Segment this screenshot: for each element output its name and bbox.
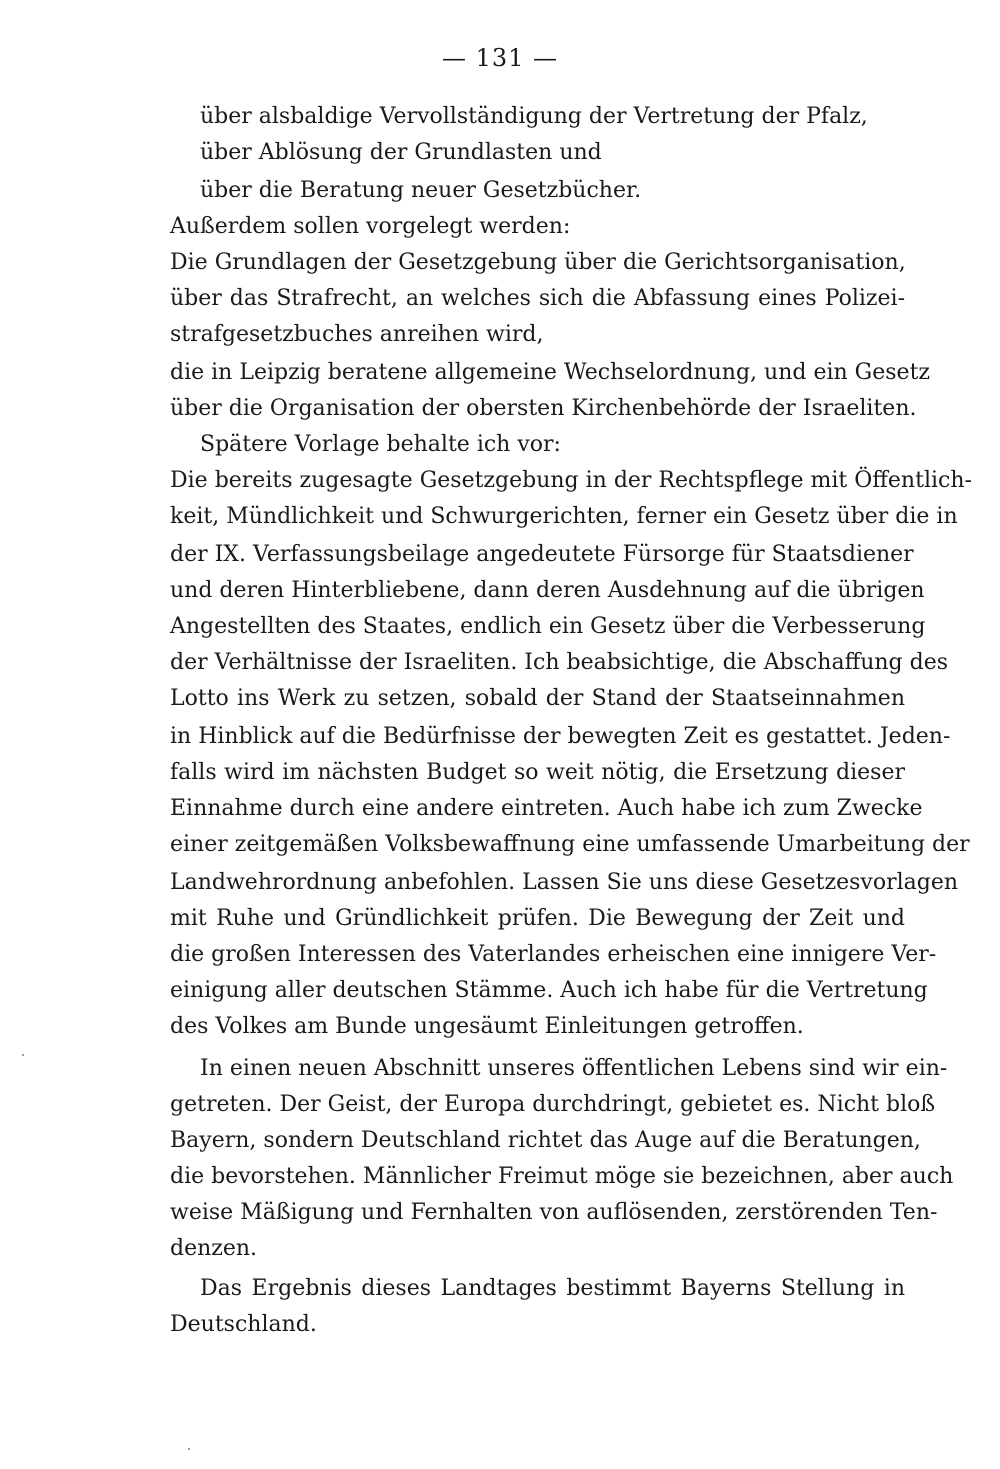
text-line: einigung aller deutschen Stämme. Auch ich habe für die Vertretung [170,978,928,1003]
text-line: strafgesetzbuches anreihen wird, [170,322,544,347]
text-line: die bevorstehen. Männlicher Freimut möge sie bezeichnen, aber auch [170,1164,954,1189]
text-line: über die Organisation der obersten Kirchenbehörde der Israeliten. [170,396,917,421]
text-line: falls wird im nächsten Budget so weit nötig, die Ersetzung dieser [170,760,905,785]
text-line: Lotto ins Werk zu setzen, sobald der Stand der Staatseinnahmen [170,686,905,711]
text-line: keit, Mündlichkeit und Schwurgerichten, ferner ein Gesetz über die in [170,504,958,529]
text-line: mit Ruhe und Gründlichkeit prüfen. Die Bewegung der Zeit und [170,906,905,931]
text-line: Spätere Vorlage behalte ich vor: [200,432,561,457]
text-line: Landwehrordnung anbefohlen. Lassen Sie uns diese Gesetzesvorlagen [170,870,959,895]
text-line: über das Strafrecht, an welches sich die Abfassung eines Polizei- [170,286,905,311]
text-line: über Ablösung der Grundlasten und [200,140,602,165]
text-line: Die bereits zugesagte Gesetzgebung in der Rechtspflege mit Öffentlich- [170,468,972,493]
text-line: der Verhältnisse der Israeliten. Ich beabsichtige, die Abschaffung des [170,650,949,675]
text-line: Einnahme durch eine andere eintreten. Auch habe ich zum Zwecke [170,796,923,821]
scan-speck [188,1448,190,1450]
text-line: Die Grundlagen der Gesetzgebung über die Gerichtsorganisation, [170,250,906,275]
text-line: der IX. Verfassungsbeilage angedeutete Fürsorge für Staatsdiener [170,542,914,567]
text-line: des Volkes am Bunde ungesäumt Einleitungen getroffen. [170,1014,804,1039]
page-number: — 131 — [441,44,559,72]
text-line: getreten. Der Geist, der Europa durchdringt, gebietet es. Nicht bloß [170,1092,936,1117]
text-line: die großen Interessen des Vaterlandes erheischen eine innigere Ver- [170,942,937,967]
text-line: In einen neuen Abschnitt unseres öffentlichen Lebens sind wir ein- [200,1056,948,1081]
text-line: die in Leipzig beratene allgemeine Wechselordnung, und ein Gesetz [170,360,931,385]
text-line: weise Mäßigung und Fernhalten von auflösenden, zerstörenden Ten- [170,1200,938,1225]
text-line: Das Ergebnis dieses Landtages bestimmt Bayerns Stellung in [200,1276,905,1301]
text-line: in Hinblick auf die Bedürfnisse der bewegten Zeit es gestattet. Jeden- [170,724,951,749]
text-line: Bayern, sondern Deutschland richtet das Auge auf die Beratungen, [170,1128,921,1153]
text-line: Außerdem sollen vorgelegt werden: [170,214,571,239]
text-line: über die Beratung neuer Gesetzbücher. [200,178,642,203]
text-line: und deren Hinterbliebene, dann deren Ausdehnung auf die übrigen [170,578,925,603]
text-line: Angestellten des Staates, endlich ein Gesetz über die Verbesserung [170,614,926,639]
text-line: denzen. [170,1236,258,1261]
text-line: über alsbaldige Vervollständigung der Vertretung der Pfalz, [200,104,868,129]
scan-speck [22,1054,24,1056]
text-line: einer zeitgemäßen Volksbewaffnung eine umfassende Umarbeitung der [170,832,970,857]
text-line: Deutschland. [170,1312,317,1337]
